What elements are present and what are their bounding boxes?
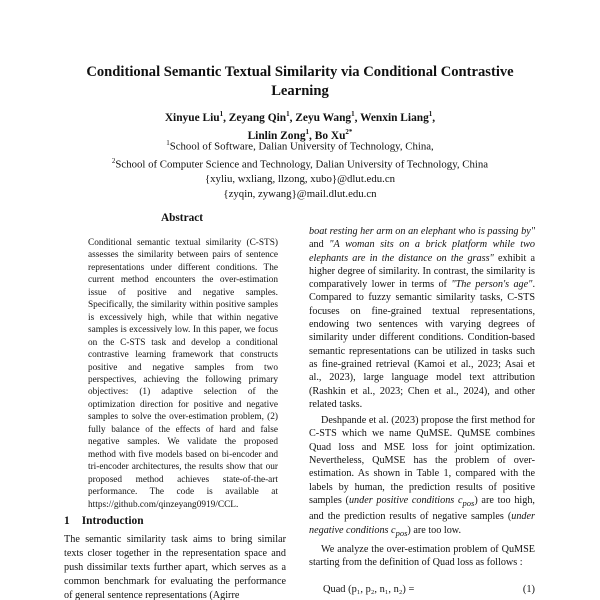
condition-text: under positive conditions c xyxy=(348,494,463,506)
author-name: Xinyue Liu xyxy=(164,111,220,124)
title-line-2: Learning xyxy=(271,83,329,99)
authors-line-2: Linlin Zong$^1$, Bo $Xu^{2*}$ xyxy=(247,128,353,143)
paragraph-text: exhibit a higher degree of similarity. In contrast, the similarity is comparatively lower in terms of xyxy=(309,252,535,291)
abstract-text: Conditional semantic textual similarity (C-STS) assesses the similarity between pairs of sentence representations under different conditions. The current method encounters the over-estimation issue of positive and negative samples. Specifically, the similarity within positive samples is excessively high, while that within negative samples is excessively low. In this paper, we focus on the C-STS task and develop a conditional contrastive learning framework that constructs positive and negative samples from two perspectives, achieving the following primary objectives: (1) adaptive selection of the optimization direction for positive and negative samples to solve the over-estimation problem, (2) fully balance of the effects of hard and false negative samples. We validate the proposed method with five models based on bi-encoder and tri-encoder architectures, the results show that our proposed method achieves state-of-the-art performance. The code is available at https://github.com/qinzeyang0919/CCL. xyxy=(88,238,278,510)
author-name: Linlin Zong xyxy=(247,130,306,143)
condition-subscript: pos xyxy=(395,527,408,538)
right-column xyxy=(309,225,535,572)
equation-text: Quad (p₁, p₂, n₁, n₂) = xyxy=(323,584,415,595)
affil-sup: 1 xyxy=(166,139,170,147)
author-name: Zeyang Qin xyxy=(228,111,287,124)
author-affil-sup: 1 xyxy=(428,110,433,118)
paper-title xyxy=(60,63,540,101)
author-affil-sup: 1 xyxy=(219,110,224,118)
affil-text: School of Computer Science and Technology, Dalian University of Technology, China xyxy=(115,158,489,171)
section-title: Introduction xyxy=(81,515,144,527)
affiliations xyxy=(40,136,560,201)
author-name: Wenxin Liang xyxy=(360,111,429,124)
paragraph-text: . Compared to fuzzy semantic similarity tasks, C-STS focuses on fine-grained textual representations, endowing two sentences with varying degrees of similarity under different conditions. Condition-based semantic representations can be utilized in tasks such as fine-grained retrieval (Kamoi et al., 2023; Asai et al., 2023), large language model text attribution (Rashkin et al., 2023; Chen et al., 2024), and other related tasks. xyxy=(309,279,535,410)
title-line-1: Conditional Semantic Textual Similarity via Conditional Contrastive xyxy=(86,64,514,80)
example-quote: "A woman sits on a brick platform while two elephants are in the distance on the grass" xyxy=(309,239,535,264)
paragraph-text: ) are too low. xyxy=(407,524,462,536)
email-line-1: {xyliu, wxliang, llzong, xubo}@dlut.edu.cn xyxy=(204,173,396,186)
introduction-text: The semantic similarity task aims to bring similar texts closer together in the representation space and push dissimilar texts further apart, which serves as a common benchmark for evaluating the performance of general sentence representations (Agirre xyxy=(64,534,286,600)
paragraph-text: and xyxy=(309,239,330,251)
email-line-2: {zyqin, zywang}@mail.dlut.edu.cn xyxy=(223,187,377,200)
paragraph-2 xyxy=(309,414,535,540)
author-affil-sup: 2* xyxy=(345,128,353,137)
author-affil-sup: 1 xyxy=(286,110,290,118)
condition-text: under negative conditions c xyxy=(309,511,535,536)
affiliation-1 xyxy=(40,136,560,154)
equation-number: (1) xyxy=(522,584,535,595)
example-quote: boat resting her arm on an elephant who is passing by" xyxy=(309,226,535,237)
paragraph-text: Deshpande et al. (2023) propose the first method for C-STS which we name QuMSE. QuMSE combines Quad loss and MSE loss for joint optimization. Nevertheless, QuMSE has the problem of over-estimation. As shown in Table 1, compared with the labels by human, the prediction results of positive samples ( xyxy=(309,415,535,506)
example-quote: "The person's age" xyxy=(451,279,533,291)
section-heading-introduction xyxy=(64,515,284,527)
affil-sup: 2 xyxy=(111,157,116,166)
author-name: Bo Xu xyxy=(314,130,346,143)
paragraph-3: We analyze the over-estimation problem of QuMSE starting from the definition of Quad loss as follows : xyxy=(309,543,535,569)
condition-subscript: pos xyxy=(462,497,475,508)
section-number: 1 xyxy=(64,515,70,527)
author-affil-sup: 1 xyxy=(351,110,355,118)
affiliation-2 xyxy=(40,154,560,172)
paragraph-1 xyxy=(309,225,535,411)
author-name: Zeyu Wang xyxy=(295,111,352,124)
authors-line-1: Xinyue Liu$^1$, Zeyang Qin$^1$, Zeyu Wang$^1$, Wenxin Liang$^1$, xyxy=(164,110,436,124)
author-affil-sup: 1 xyxy=(305,128,310,137)
affil-text: School of Software, Dalian University of Technology, China, xyxy=(169,140,434,153)
equation-quad xyxy=(323,584,535,595)
paragraph-text: ) are too high, and the prediction results of negative samples ( xyxy=(309,494,535,523)
abstract-heading: Abstract xyxy=(160,212,204,224)
